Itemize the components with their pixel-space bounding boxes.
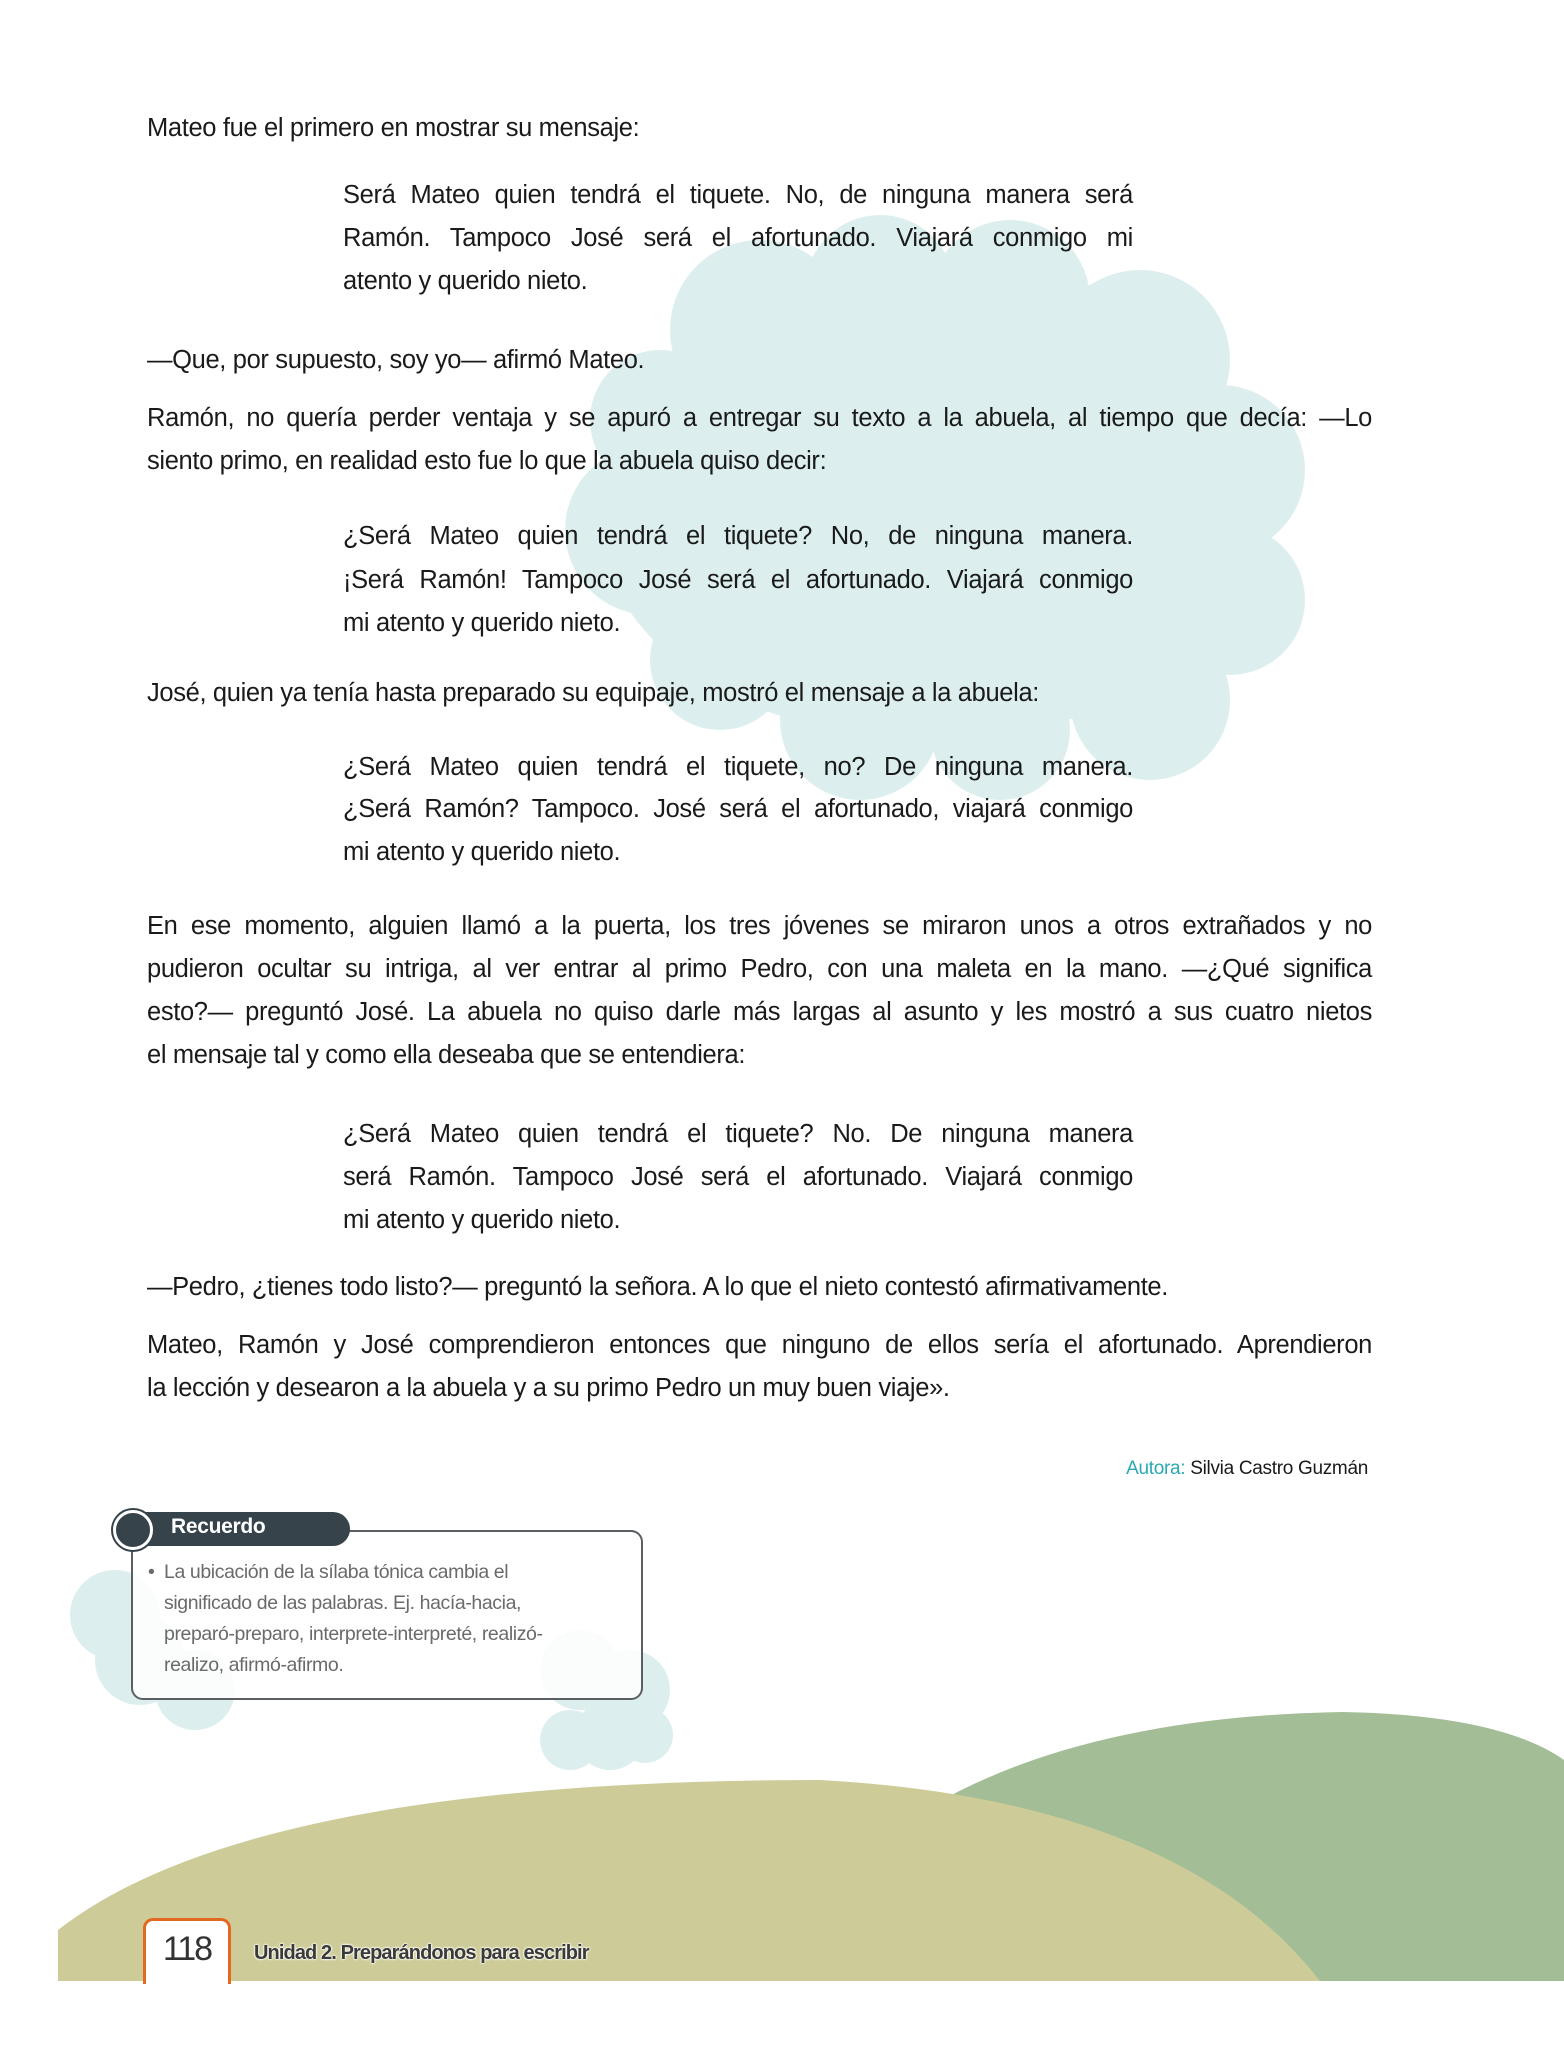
intro-paragraph: Mateo fue el primero en mostrar su mensaje: bbox=[147, 114, 640, 142]
paragraph-line: En ese momento, alguien llamó a la puerta, los tres jóvenes se miraron unos a otros extrañados y no bbox=[147, 912, 1372, 940]
circle-icon bbox=[113, 1510, 153, 1550]
recuerdo-text bbox=[148, 1557, 628, 1681]
bullet-icon: • bbox=[148, 1561, 155, 1583]
recuerdo-line: significado de las palabras. Ej. hacía-hacia, bbox=[164, 1592, 522, 1614]
recuerdo-line: La ubicación de la sílaba tónica cambia el bbox=[164, 1561, 509, 1583]
message-3-line: ¿Será Mateo quien tendrá el tiquete, no? De ninguna manera. bbox=[343, 753, 1133, 781]
dialogue-paragraph: —Pedro, ¿tienes todo listo?— preguntó la señora. A lo que el nieto contestó afirmativamente. bbox=[147, 1273, 1168, 1301]
message-4-line: será Ramón. Tampoco José será el afortunado. Viajará conmigo bbox=[343, 1163, 1133, 1191]
recuerdo-title: Recuerdo bbox=[171, 1515, 266, 1538]
recuerdo-line: realizo, afirmó-afirmo. bbox=[164, 1654, 344, 1676]
message-2-line: ¡Será Ramón! Tampoco José será el afortunado. Viajará conmigo bbox=[343, 566, 1133, 594]
paragraph-line: esto?— preguntó José. La abuela no quiso darle más largas al asunto y les mostró a sus cuatro nietos bbox=[147, 998, 1372, 1026]
author-credit bbox=[1126, 1458, 1368, 1480]
large-cloud bbox=[565, 215, 1305, 800]
unit-title: Unidad 2. Preparándonos para escribir bbox=[254, 1942, 589, 1964]
message-3-line: ¿Será Ramón? Tampoco. José será el afortunado, viajará conmigo bbox=[343, 795, 1133, 823]
paragraph-line: el mensaje tal y como ella deseaba que se entendiera: bbox=[147, 1041, 746, 1069]
paragraph-line: la lección y desearon a la abuela y a su primo Pedro un muy buen viaje». bbox=[147, 1374, 950, 1402]
paragraph-line: Mateo, Ramón y José comprendieron entonces que ninguno de ellos sería el afortunado. Aprendieron bbox=[147, 1331, 1372, 1359]
message-1-line: atento y querido nieto. bbox=[343, 267, 588, 295]
dialogue-paragraph: —Que, por supuesto, soy yo— afirmó Mateo. bbox=[147, 346, 645, 374]
message-1-line: Será Mateo quien tendrá el tiquete. No, de ninguna manera será bbox=[343, 181, 1133, 209]
message-4-line: ¿Será Mateo quien tendrá el tiquete? No. De ninguna manera bbox=[343, 1120, 1133, 1148]
message-2-line: ¿Será Mateo quien tendrá el tiquete? No, de ninguna manera. bbox=[343, 522, 1133, 550]
page-number: 118 bbox=[143, 1918, 231, 1984]
message-4-line: mi atento y querido nieto. bbox=[343, 1206, 621, 1234]
message-2-line: mi atento y querido nieto. bbox=[343, 609, 621, 637]
paragraph-line: Ramón, no quería perder ventaja y se apuró a entregar su texto a la abuela, al tiempo que decía: —Lo bbox=[147, 404, 1372, 432]
paragraph-line: pudieron ocultar su intriga, al ver entrar al primo Pedro, con una maleta en la mano. —¿Qué significa bbox=[147, 955, 1372, 983]
paragraph-line: José, quien ya tenía hasta preparado su equipaje, mostró el mensaje a la abuela: bbox=[147, 679, 1040, 707]
message-3-line: mi atento y querido nieto. bbox=[343, 838, 621, 866]
message-1-line: Ramón. Tampoco José será el afortunado. Viajará conmigo mi bbox=[343, 224, 1133, 252]
paragraph-line: siento primo, en realidad esto fue lo que la abuela quiso decir: bbox=[147, 447, 827, 475]
recuerdo-line: preparó-preparo, interprete-interpreté, realizó- bbox=[164, 1623, 543, 1645]
author-label: Autora: bbox=[1126, 1458, 1186, 1479]
author-name: Silvia Castro Guzmán bbox=[1190, 1458, 1368, 1479]
